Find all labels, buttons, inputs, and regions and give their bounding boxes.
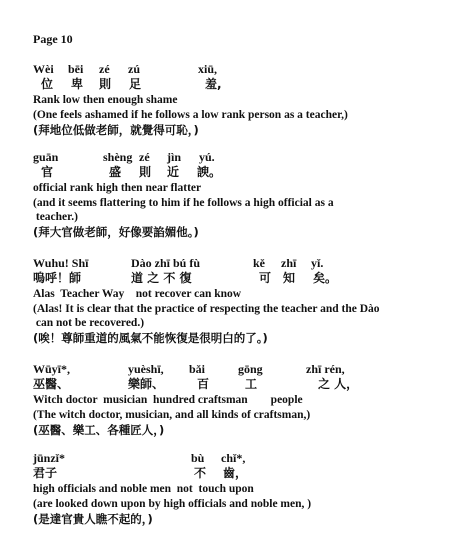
english-gloss-line: Rank low then enough shame (33, 94, 178, 106)
chinese-character: 則 (99, 77, 112, 91)
pinyin-line (33, 150, 443, 164)
chinese-character: 之 人， (318, 377, 359, 391)
pinyin-word: Wūyī*, (33, 362, 71, 376)
chinese-character: 工 (245, 377, 258, 391)
chinese-translation-line: (巫醫、樂工、各種匠人，) (33, 423, 165, 437)
chinese-translation-line: (拜大官做老師，好像要諂媚他。) (33, 225, 199, 239)
pinyin-word: zhī (281, 256, 297, 270)
chinese-character: 羞, (205, 77, 222, 91)
pinyin-word: shèng (103, 150, 133, 164)
pinyin-word: gōng (238, 362, 263, 376)
pinyin-word: Dào zhī bú fù (131, 256, 201, 270)
chinese-character: 嗚呼！師 (33, 271, 82, 285)
pinyin-word: yú. (199, 150, 215, 164)
english-translation-line: (One feels ashamed if he follows a low rank person as a teacher,) (33, 109, 348, 121)
pinyin-word: zé (139, 150, 150, 164)
pinyin-word: jūnzǐ* (33, 451, 66, 465)
pinyin-word: Wuhu! Shī (33, 256, 89, 270)
english-translation-line: (Alas! It is clear that the practice of respecting the teacher and the Dào (33, 303, 380, 315)
english-translation-line: teacher.) (33, 211, 78, 223)
chinese-character: 位 (41, 77, 54, 91)
chinese-character: 可 (259, 271, 272, 285)
chinese-character: 諛。 (197, 165, 222, 179)
chinese-character: 百 (197, 377, 210, 391)
chinese-character: 不 (194, 466, 207, 480)
pinyin-word: bù (191, 451, 205, 465)
english-translation-line: (are looked down upon by high officials and noble men, ) (33, 498, 312, 510)
character-line (33, 271, 443, 285)
pinyin-word: yǐ. (311, 256, 324, 270)
chinese-character: 齒， (223, 466, 248, 480)
english-translation-line: (The witch doctor, musician, and all kinds of craftsman,) (33, 409, 311, 421)
chinese-translation-line: (唉！尊師重道的風氣不能恢復是很明白的了。) (33, 331, 268, 345)
pinyin-word: chǐ*, (221, 451, 246, 465)
english-translation-line: can not be recovered.) (33, 317, 145, 329)
pinyin-word: xiū, (198, 62, 218, 76)
english-gloss-line: Witch doctor musician hundred craftsman people (33, 394, 303, 406)
chinese-translation-line: (拜地位低做老師，就覺得可恥，) (33, 123, 199, 137)
character-line (33, 466, 443, 480)
chinese-character: 近 (167, 165, 180, 179)
chinese-character: 知 (283, 271, 296, 285)
pinyin-line (33, 451, 443, 465)
pinyin-word: kě (253, 256, 265, 270)
pinyin-line (33, 256, 443, 270)
chinese-character: 官 (41, 165, 54, 179)
chinese-character: 則 (139, 165, 152, 179)
chinese-character: 道 之 不 復 (131, 271, 192, 285)
pinyin-word: yuèshī, (128, 362, 164, 376)
character-line (33, 377, 443, 391)
pinyin-line (33, 362, 443, 376)
english-gloss-line: official rank high then near flatter (33, 182, 202, 194)
pinyin-word: zé (99, 62, 110, 76)
pinyin-word: guān (33, 150, 59, 164)
pinyin-word: zhī rén, (306, 362, 345, 376)
chinese-character: 巫醫、 (33, 377, 70, 391)
chinese-character: 矣。 (313, 271, 338, 285)
pinyin-word: bǎi (189, 362, 206, 376)
chinese-character: 卑 (71, 77, 84, 91)
chinese-character: 足 (129, 77, 142, 91)
chinese-character: 盛 (109, 165, 122, 179)
character-line (33, 77, 443, 91)
chinese-translation-line: (是達官貴人瞧不起的，) (33, 512, 153, 526)
chinese-character: 君子 (33, 466, 58, 480)
pinyin-word: jìn (167, 150, 182, 164)
pinyin-word: zú (128, 62, 140, 76)
chinese-character: 樂師、 (128, 377, 165, 391)
english-gloss-line: high officials and noble men not touch upon (33, 483, 254, 495)
pinyin-line (33, 62, 443, 76)
pinyin-word: bēi (68, 62, 84, 76)
english-translation-line: (and it seems flattering to him if he follows a high official as a (33, 197, 334, 209)
page-number: Page 10 (33, 32, 73, 46)
pinyin-word: Wèi (33, 62, 54, 76)
character-line (33, 165, 443, 179)
english-gloss-line: Alas Teacher Way not recover can know (33, 288, 242, 300)
